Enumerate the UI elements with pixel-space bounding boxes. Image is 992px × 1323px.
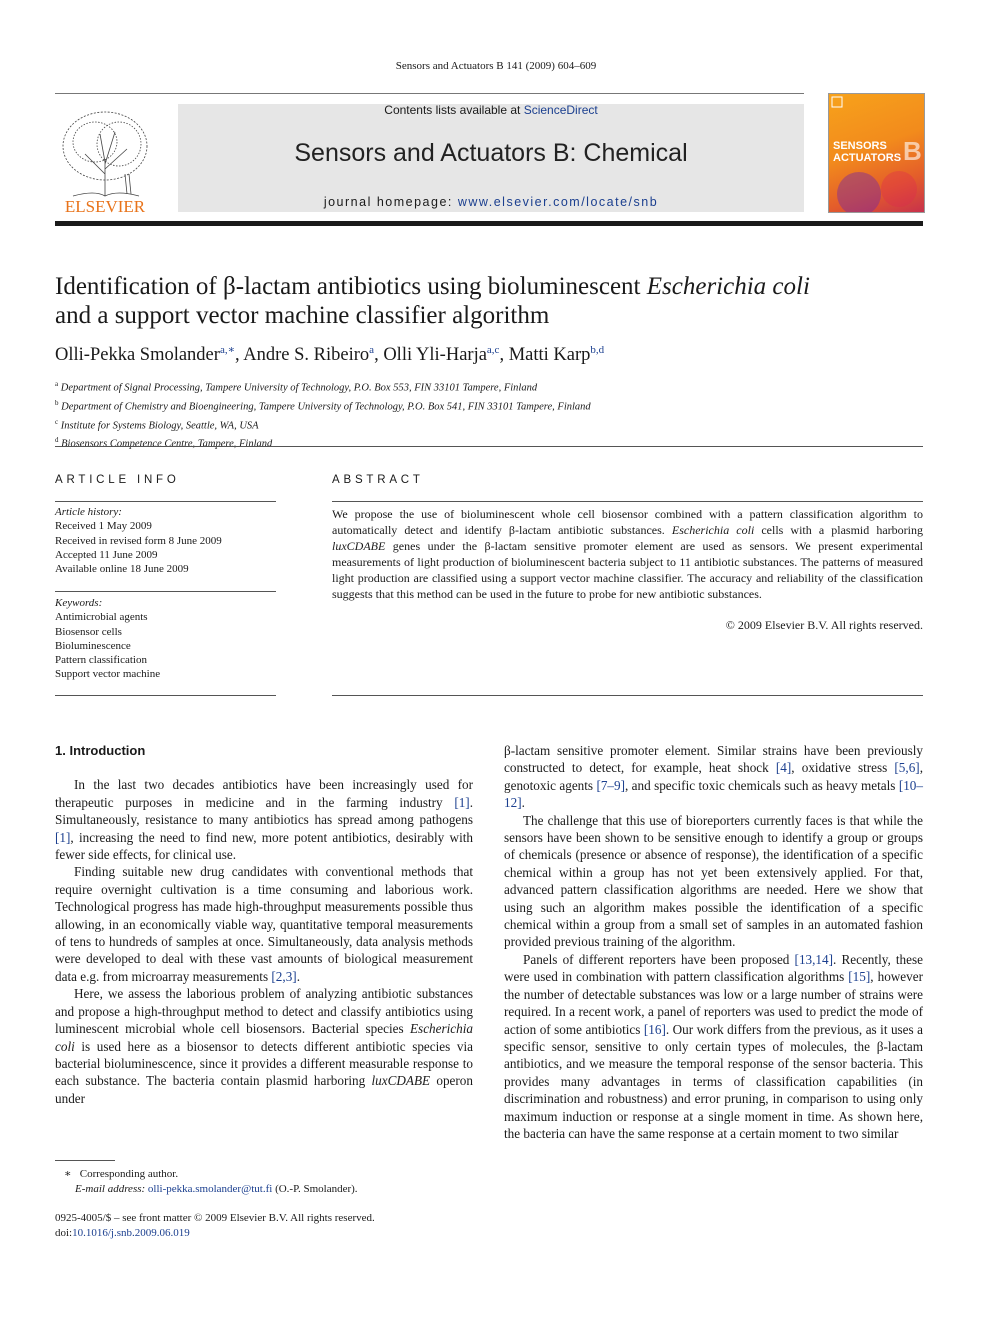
text-segment: Panels of different reporters have been proposed xyxy=(523,951,795,967)
author-name: Olli Yli-Harja xyxy=(383,345,487,366)
cover-line-1: SENSORS xyxy=(833,140,887,152)
history-item: Accepted 11 June 2009 xyxy=(55,548,158,561)
keywords-label: Keywords: xyxy=(55,597,103,609)
citation-link[interactable]: [10–12] xyxy=(504,777,923,811)
author-list xyxy=(55,343,935,366)
text-segment: Finding suitable new drug candidates with conventional methods that require overnight cultivation is a time consuming and laborious work. Technological progress has made high-throughput measurements possible thus allowing, in an economically viable way, quantitative temporal measurements of tens to hundreds of samples at once. Simultaneously, data analysis methods were developed to deal with these vast amounts of biological measurement data e.g. from microarray measurements xyxy=(55,864,473,984)
citation-link[interactable]: [4] xyxy=(775,760,792,776)
keyword-item: Pattern classification xyxy=(55,654,147,667)
citation-link[interactable]: [13,14] xyxy=(794,951,834,967)
elsevier-logo[interactable] xyxy=(55,104,155,216)
affiliation-text: Institute for Systems Biology, Seattle, WA, USA xyxy=(60,420,259,432)
history-item: Received 1 May 2009 xyxy=(55,520,152,533)
author-name: Andre S. Ribeiro xyxy=(243,345,370,366)
paragraph xyxy=(504,951,923,1142)
author-separator: , xyxy=(499,345,509,366)
paragraph xyxy=(55,776,473,863)
contents-prefix: Contents lists available at xyxy=(384,103,524,117)
affiliation-text: Biosensors Competence Centre, Tampere, Finland xyxy=(61,438,273,450)
text-segment: , increasing the need to find new, more potent antibiotics, desirably with fewer side effects, for clinical use. xyxy=(55,829,473,863)
citation-link[interactable]: [1] xyxy=(454,794,470,810)
doi-link[interactable]: 10.1016/j.snb.2009.06.019 xyxy=(72,1226,190,1239)
text-segment: . Our work differs from the previous, as it uses a specific sensor, sensitive to only certain types of molecules, the β-lactam antibiotics, and we measure the temporal response of the sensor bacteria. This provides many advantages in terms of classification capabilities (in discrimination and robustness) and error pruning, in comparison to using only maximum induction or response at a single moment in time. As shown here, the bacteria can have the same response at a certain moment to two similar xyxy=(504,1021,923,1141)
author-sup[interactable]: a,∗ xyxy=(219,344,236,356)
article-info-rule xyxy=(55,501,276,502)
paragraph xyxy=(55,863,473,985)
affiliation-text: Department of Chemistry and Bioengineering, Tampere University of Technology, P.O. Box 541, FIN 33101 Tampere, Finland xyxy=(61,401,591,413)
journal-title: Sensors and Actuators B: Chemical xyxy=(294,139,688,167)
title-part-1: Identification of β-lactam antibiotics using bioluminescent xyxy=(55,273,647,300)
italic-term: luxCDABE xyxy=(371,1073,431,1089)
body-right-column xyxy=(504,742,923,1142)
sciencedirect-link[interactable]: ScienceDirect xyxy=(523,103,598,117)
article-info-bottom-rule xyxy=(55,695,276,696)
section-heading: 1. Introduction xyxy=(55,743,146,758)
contents-line xyxy=(178,103,804,117)
body-left-column xyxy=(55,742,473,1107)
corresponding-label: Corresponding author. xyxy=(79,1168,179,1180)
homepage-link[interactable]: www.elsevier.com/locate/snb xyxy=(457,195,659,209)
text-segment: β-lactam sensitive promoter element. Similar strains have been previously constructed to detect, for example, heat shock xyxy=(504,743,923,776)
text-segment: Here, we assess the laborious problem of analyzing antibiotic substances and propose a high-throughput method to detect and classify antibiotics using luminescent microbial whole cell biosensors. Bacterial species xyxy=(55,986,473,1037)
abstract-bottom-rule xyxy=(332,695,923,696)
text-segment: is used here as a biosensor to detects different antibiotic species via bacterial bioluminescence, since it provides a different measurable response to each substance. The bacteria contain plasmid harboring xyxy=(55,1038,473,1089)
author-sup[interactable]: b,d xyxy=(590,344,605,356)
journal-homepage xyxy=(178,195,804,209)
paragraph xyxy=(504,742,923,812)
keywords-rule xyxy=(55,591,276,592)
affiliation-sup: c xyxy=(55,417,59,426)
text-segment: operon under xyxy=(55,1073,473,1106)
abstract-segment: cells with a plasmid harboring xyxy=(754,523,923,537)
footnote-star: ∗ xyxy=(64,1168,72,1180)
affiliation-item xyxy=(55,377,935,396)
affiliation-item xyxy=(55,433,935,452)
citation-link[interactable]: [15] xyxy=(848,969,871,985)
cover-title xyxy=(833,140,901,164)
cover-letter: B xyxy=(903,136,922,166)
author-separator: , xyxy=(235,345,244,366)
affiliation-item xyxy=(55,396,935,415)
text-segment: , however the number of detectable substances was low or a large number of strains were required. In a recent work, a panel of reporters was used to predict the mode of action of some antibiotics xyxy=(504,969,923,1037)
text-segment: . Recently, these were used in combination with pattern classification algorithms xyxy=(504,951,923,985)
abstract-italic: luxCDABE xyxy=(332,539,386,553)
header-rule xyxy=(55,93,804,94)
journal-reference: Sensors and Actuators B 141 (2009) 604–609 xyxy=(395,60,597,72)
affiliations xyxy=(55,377,935,452)
email-link[interactable]: olli-pekka.smolander@tut.fi xyxy=(147,1182,273,1195)
cover-line-2: ACTUATORS xyxy=(833,152,902,164)
author-sup[interactable]: a xyxy=(369,344,375,356)
affiliation-sup: b xyxy=(55,398,59,407)
front-matter-text: 0925-4005/$ – see front matter © 2009 Elsevier B.V. All rights reserved. xyxy=(55,1212,375,1224)
abstract-heading: ABSTRACT xyxy=(332,474,424,486)
title-species: Escherichia coli xyxy=(646,273,810,300)
article-title xyxy=(55,272,935,330)
text-segment: In the last two decades antibiotics have been increasingly used for therapeutic purposes in medicine and in the farming industry xyxy=(55,777,473,810)
author-name: Olli-Pekka Smolander xyxy=(55,345,220,366)
text-segment: . Simultaneously, resistance to many antibiotics has spread among pathogens xyxy=(55,794,473,828)
affiliation-item xyxy=(55,415,935,434)
text-segment: . xyxy=(521,795,525,811)
text-segment: , oxidative stress xyxy=(791,760,895,776)
history-item: Available online 18 June 2009 xyxy=(55,563,189,576)
corresponding-footnote xyxy=(55,1167,475,1196)
doi-label: doi: xyxy=(55,1226,73,1239)
author-sup[interactable]: a,c xyxy=(486,344,500,356)
citation-link[interactable]: [16] xyxy=(643,1021,666,1037)
citation-link[interactable]: [1] xyxy=(55,829,71,845)
keyword-item: Antimicrobial agents xyxy=(55,611,148,624)
abstract-segment: We propose the use of bioluminescent whole cell biosensor combined with a pattern classification algorithm to automatically detect and identify β-lactam antibiotic substances. xyxy=(332,507,923,537)
text-segment: , genotoxic agents xyxy=(504,760,923,793)
section-rule xyxy=(55,446,923,447)
paragraph: The challenge that this use of bioreporters currently faces is that while the sensors have been shown to be sensitive enough to identify a group or groups of chemicals (presence or absence of response), the identification of a specific chemical within a group has not yet been extensively applied. For that, advanced pattern classification algorithms are needed. Here we show that using such an algorithm makes possible the identification of a specific chemical within a group from a small set of samples in an automated fashion provided previous training of the algorithm. xyxy=(504,812,923,950)
affiliation-sup: d xyxy=(55,436,59,445)
author-name: Matti Karp xyxy=(508,345,591,366)
citation-link[interactable]: [5,6] xyxy=(894,760,920,776)
footnote-rule xyxy=(55,1160,115,1161)
publisher-name: ELSEVIER xyxy=(64,197,146,216)
header-thick-rule xyxy=(55,221,923,226)
front-matter xyxy=(55,1211,555,1240)
journal-cover-thumbnail[interactable] xyxy=(828,93,925,213)
abstract-italic: Escherichia coli xyxy=(671,523,755,537)
citation-link[interactable]: [7–9] xyxy=(596,777,626,793)
history-item: Received in revised form 8 June 2009 xyxy=(55,534,222,547)
homepage-prefix: journal homepage: xyxy=(323,195,458,209)
abstract-segment: genes under the β-lactam sensitive promoter element are used as sensors. We present experimental measurements of light production of bioluminescent bacteria subject to 11 antibiotic substances. The patterns of measured light production are classified using a support vector machine classifier. The accuracy and reliability of the classification suggests that this method can be used in the future to probe for new antibiotic substances. xyxy=(332,539,923,601)
title-part-2: and a support vector machine classifier algorithm xyxy=(55,302,550,329)
italic-term: Escherichia coli xyxy=(55,1021,473,1054)
abstract-copyright: © 2009 Elsevier B.V. All rights reserved. xyxy=(725,618,923,632)
keyword-item: Biosensor cells xyxy=(55,625,122,638)
paragraph xyxy=(55,985,473,1107)
article-history xyxy=(55,505,276,576)
email-suffix: (O.-P. Smolander). xyxy=(272,1182,358,1195)
text-segment: . xyxy=(296,968,300,984)
text-segment: , and specific toxic chemicals such as heavy metals xyxy=(625,777,899,793)
keyword-item: Support vector machine xyxy=(55,668,161,681)
abstract-rule xyxy=(332,501,923,502)
affiliation-text: Department of Signal Processing, Tampere University of Technology, P.O. Box 553, FIN 33101 Tampere, Finland xyxy=(60,382,538,394)
keyword-item: Bioluminescence xyxy=(55,639,131,652)
elsevier-tree-icon xyxy=(55,104,155,216)
affiliation-sup: a xyxy=(55,380,59,388)
author-separator: , xyxy=(374,345,384,366)
email-label: E-mail address: xyxy=(75,1182,148,1195)
citation-link[interactable]: [2,3] xyxy=(271,968,297,984)
article-info-heading: ARTICLE INFO xyxy=(55,474,180,486)
history-label: Article history: xyxy=(55,506,122,518)
keywords-list xyxy=(55,596,276,682)
abstract-text xyxy=(332,506,923,602)
